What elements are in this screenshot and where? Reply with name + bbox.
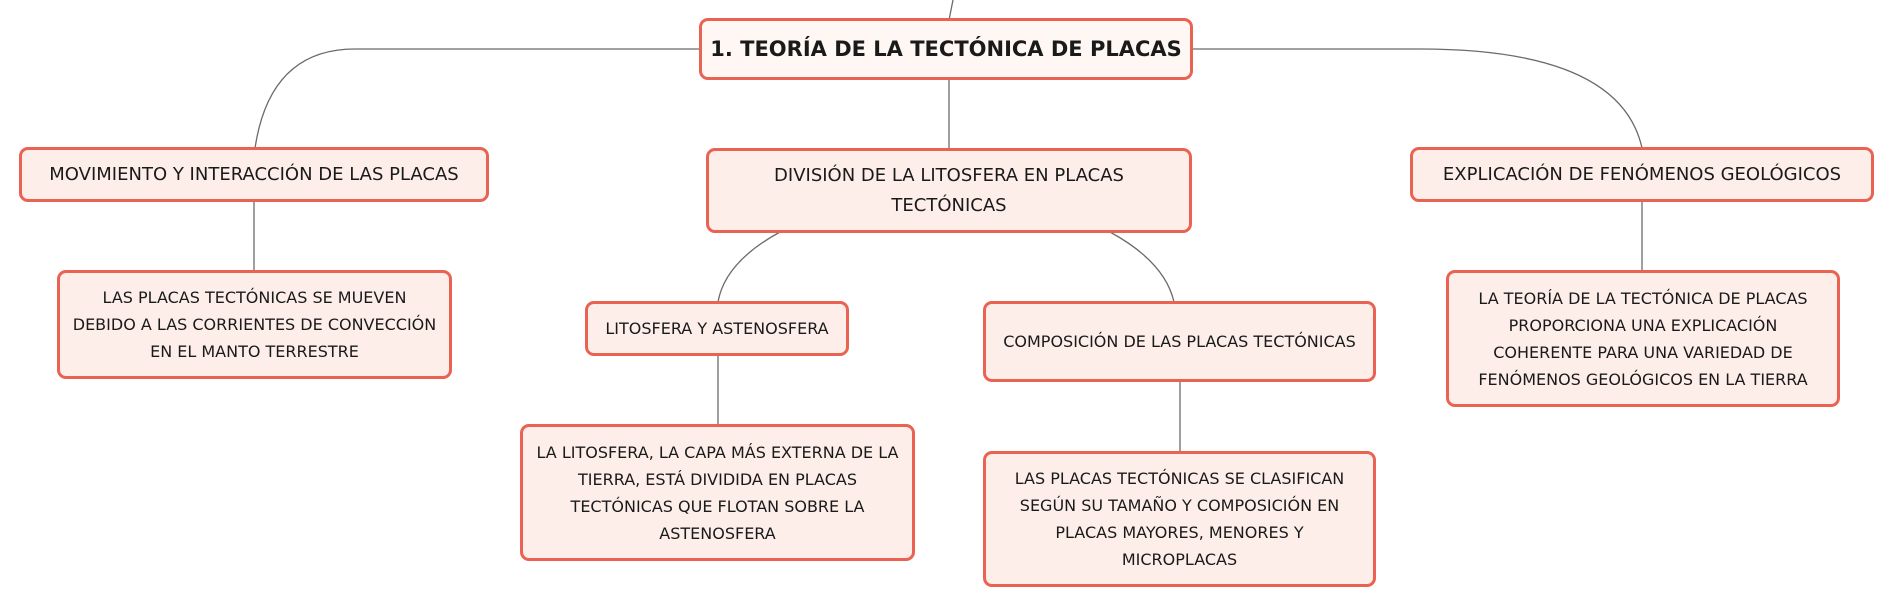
branch-movimiento-node[interactable] xyxy=(19,147,489,202)
litosfera-detail-text: LA LITOSFERA, LA CAPA MÁS EXTERNA DE LA TIERRA, ESTÁ DIVIDIDA EN PLACAS TECTÓNICAS QUE FLOTAN SOBRE LA ASTENOSFERA xyxy=(536,442,899,543)
root-topic-node[interactable] xyxy=(699,18,1193,80)
composicion-node[interactable] xyxy=(983,301,1376,382)
movimiento-detail-text: LAS PLACAS TECTÓNICAS SE MUEVEN DEBIDO A LAS CORRIENTES DE CONVECCIÓN EN EL MANTO TERRESTRE xyxy=(72,288,437,361)
root-topic-label: 1. TEORÍA DE LA TECTÓNICA DE PLACAS xyxy=(710,37,1182,61)
connector-root-to-explicacion xyxy=(1192,49,1642,148)
connector-root-to-movimiento xyxy=(255,49,700,148)
branch-explicacion-label: EXPLICACIÓN DE FENÓMENOS GEOLÓGICOS xyxy=(1442,163,1842,185)
connector-division-to-litosfera xyxy=(718,232,780,302)
composicion-detail-node[interactable] xyxy=(983,451,1376,587)
explicacion-detail-node[interactable] xyxy=(1446,270,1840,407)
movimiento-detail-node[interactable] xyxy=(57,270,452,379)
connector-division-to-composicion xyxy=(1110,232,1174,302)
composicion-detail-text: LAS PLACAS TECTÓNICAS SE CLASIFICAN SEGÚN SU TAMAÑO Y COMPOSICIÓN EN PLACAS MAYORES, MENORES Y MICROPLACAS xyxy=(1014,469,1345,569)
litosfera-astenosfera-node[interactable] xyxy=(585,301,849,356)
branch-movimiento-label: MOVIMIENTO Y INTERACCIÓN DE LAS PLACAS xyxy=(49,163,459,185)
branch-explicacion-node[interactable] xyxy=(1410,147,1874,202)
branch-division-node[interactable] xyxy=(706,148,1192,233)
composicion-label: COMPOSICIÓN DE LAS PLACAS TECTÓNICAS xyxy=(1003,332,1356,351)
branch-division-label: DIVISIÓN DE LA LITOSFERA EN PLACAS TECTÓNICAS xyxy=(774,164,1124,216)
connector-parent-to-root xyxy=(949,0,953,20)
litosfera-astenosfera-label: LITOSFERA Y ASTENOSFERA xyxy=(605,319,829,338)
explicacion-detail-text: LA TEORÍA DE LA TECTÓNICA DE PLACAS PROPORCIONA UNA EXPLICACIÓN COHERENTE PARA UNA VARIEDAD DE FENÓMENOS GEOLÓGICOS EN LA TIERRA xyxy=(1478,288,1808,389)
litosfera-detail-node[interactable] xyxy=(520,424,915,561)
